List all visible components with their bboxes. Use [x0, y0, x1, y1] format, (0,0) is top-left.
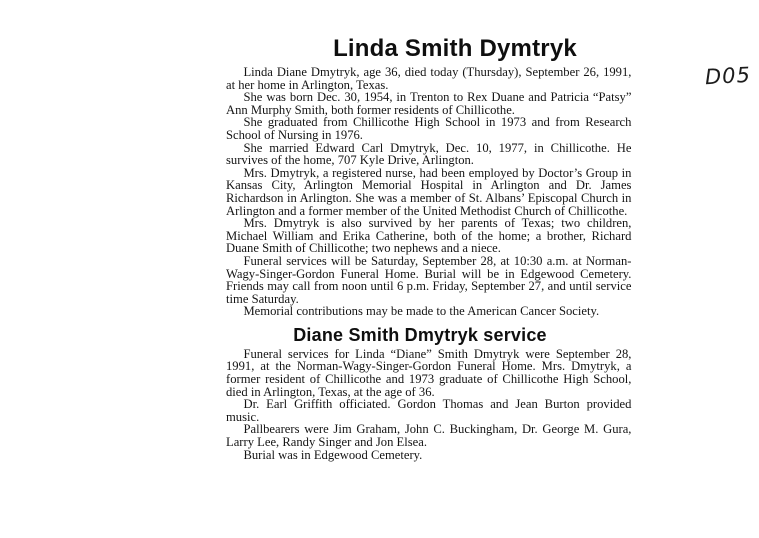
obituary-paragraph: Mrs. Dmytryk, a registered nurse, had been employed by Doctor’s Group in Kansas City, Arlington Memorial Hospital in Arlington and Dr. James Richardson in Arlington. She was a member of St. Albans’ Episcopal Church in Arlington and a former member of the United Methodist Church of Chillicothe.	[226, 164, 632, 218]
handwritten-annotation: D05	[704, 62, 752, 90]
obituary-paragraph: Mrs. Dmytryk is also survived by her parents of Texas; two children, Michael William and Erika Catherine, both of the home; a brother, Richard Duane Smith of Chillicothe; two nephews and a niece.	[226, 215, 632, 256]
obituary-paragraph: Linda Diane Dmytryk, age 36, died today (Thursday), September 26, 1991, at her home in Arlington, Texas.	[226, 64, 632, 92]
obituary-paragraph: She was born Dec. 30, 1954, in Trenton to Rex Duane and Patricia “Patsy” Ann Murphy Smith, both former residents of Chillicothe.	[226, 89, 632, 117]
obituary-body	[226, 66, 644, 318]
service-paragraph: Funeral services for Linda “Diane” Smith Dmytryk were September 28, 1991, at the Norman-Wagy-Singer-Gordon Funeral Home. Mrs. Dmytryk, a former resident of Chillicothe and 1973 graduate of Chillicothe High School, died in Arlington, Texas, at the age of 36.	[226, 345, 632, 399]
service-paragraph: Burial was in Edgewood Cemetery.	[243, 446, 423, 462]
service-headline: Diane Smith Dmytryk service	[293, 324, 547, 345]
obituary-paragraph: She graduated from Chillicothe High School in 1973 and from Research School of Nursing in 1976.	[226, 114, 632, 142]
obituary-paragraph: Memorial contributions may be made to the American Cancer Society.	[243, 303, 600, 319]
obituary-paragraph: Funeral services will be Saturday, September 28, at 10:30 a.m. at Norman-Wagy-Singer-Gordon Funeral Home. Burial will be in Edgewood Cemetery. Friends may call from noon until 6 p.m. Friday, September 27, and until service time Saturday.	[226, 252, 632, 306]
obituary-headline: Linda Smith Dymtryk	[333, 35, 577, 62]
service-paragraph: Dr. Earl Griffith officiated. Gordon Thomas and Jean Burton provided music.	[226, 396, 632, 424]
obituary-paragraph: She married Edward Carl Dmytryk, Dec. 10, 1977, in Chillicothe. He survives of the home, 707 Kyle Drive, Arlington.	[226, 139, 632, 168]
service-body	[226, 345, 644, 462]
newspaper-clipping	[226, 34, 644, 461]
service-paragraph: Pallbearers were Jim Graham, John C. Buckingham, Dr. George M. Gura, Larry Lee, Randy Singer and Jon Elsea.	[226, 421, 632, 450]
